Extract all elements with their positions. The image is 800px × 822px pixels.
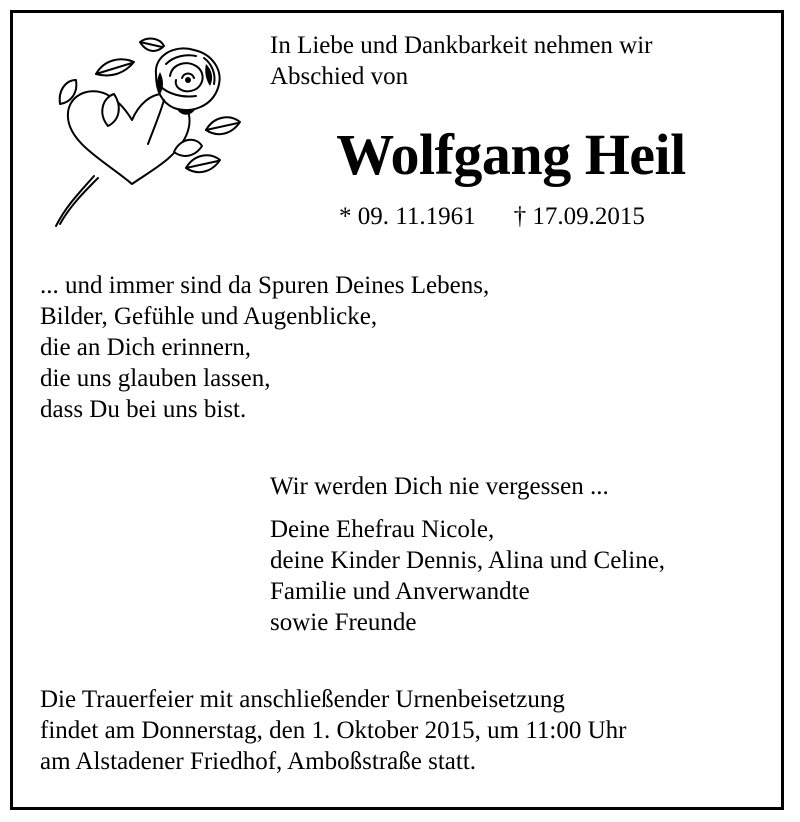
life-dates <box>339 201 645 232</box>
birth-date: * 09. 11.1961 <box>339 203 476 230</box>
poem-line: Bilder, Gefühle und Augenblicke, <box>40 303 378 330</box>
poem-line: die uns glauben lassen, <box>40 365 271 392</box>
poem-line: die an Dich erinnern, <box>40 334 252 361</box>
service-info <box>40 684 626 777</box>
deceased-name: Wolfgang Heil <box>336 122 686 187</box>
intro-line: In Liebe und Dankbarkeit nehmen wir <box>270 32 653 59</box>
poem-line: ... und immer sind da Spuren Deines Lebens, <box>40 272 490 299</box>
mourner-line: deine Kinder Dennis, Alina und Celine, <box>270 547 666 574</box>
intro-text <box>270 30 653 92</box>
mourner-line: Familie und Anverwandte <box>270 578 530 605</box>
poem-line: dass Du bei uns bist. <box>40 396 247 423</box>
death-date: † 17.09.2015 <box>513 203 645 230</box>
closing-line: Wir werden Dich nie vergessen ... <box>270 473 609 500</box>
service-line: am Alstadener Friedhof, Amboßstraße statt. <box>40 748 477 775</box>
mourners-list <box>270 514 665 638</box>
mourner-line: sowie Freunde <box>270 609 417 636</box>
intro-line: Abschied von <box>270 63 409 90</box>
service-line: Die Trauerfeier mit anschließender Urnenbeisetzung <box>40 686 565 713</box>
mourner-line: Deine Ehefrau Nicole, <box>270 516 495 543</box>
poem <box>40 270 489 425</box>
service-line: findet am Donnerstag, den 1. Oktober 2015, um 11:00 Uhr <box>40 717 627 744</box>
